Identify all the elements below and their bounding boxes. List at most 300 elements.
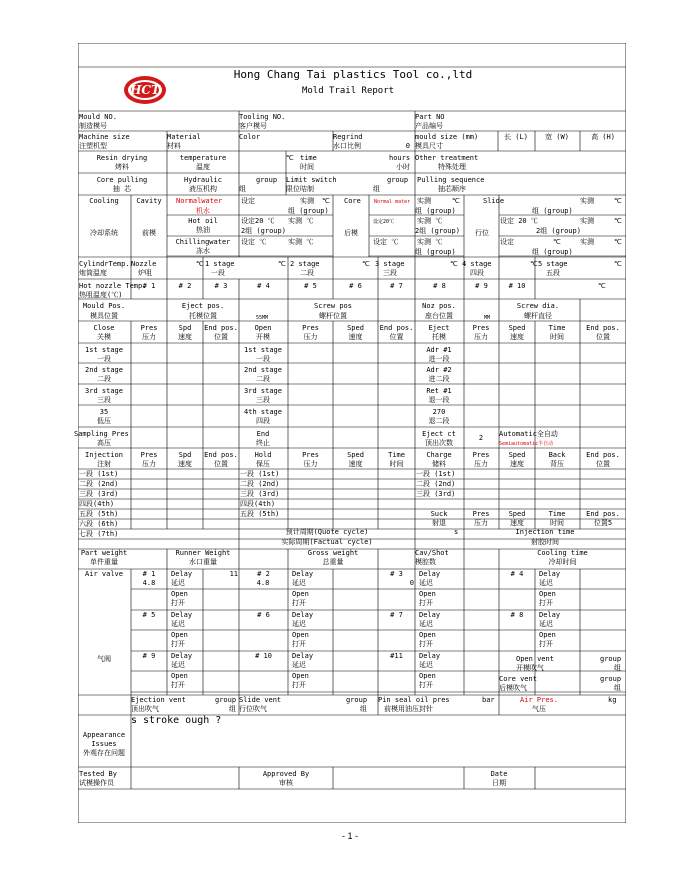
eject-ct-label: Eject ct [422,430,456,438]
core-pulling-label-cn: 抽 芯 [112,185,132,193]
slide-deg-2: ℃ [614,217,622,225]
hydraulic-group-label: group [256,176,278,184]
gross-weight-label: Gross weight [307,549,359,557]
nozzle-label: Nozzle [131,260,157,268]
machine-size-label: Machine size [79,133,130,141]
close-pres-header: Pres [140,324,158,332]
pin-seal-label-cn: 前模用油压封针 [384,705,433,713]
suck-sped: Sped [508,510,526,518]
air-valve-n10-open: Open [292,672,309,680]
charge-pres-header: Pres [472,451,490,459]
stage2-label: 2 stage [290,260,320,268]
automatic-label: Automatic全自动 [499,430,558,438]
air-pres-unit: kg [608,696,617,704]
date-label-cn: 日期 [492,779,506,787]
hot-nozzle-7: # 7 [390,282,403,290]
resin-drying-label-cn: 烤料 [115,163,129,171]
ejection-vent-group: group [215,696,237,704]
other-treatment-label-cn: 特殊处理 [438,163,466,171]
slide-group-2: 2组 (group) [536,227,581,235]
sampling-pres-label-cn: 高压 [97,439,111,447]
injection-stage-6: 六段 (6th) [79,520,119,528]
stage4-label-cn: 四段 [470,269,484,277]
normal-water-label-cn: 机水 [196,207,210,215]
hct-logo [122,71,168,109]
limit-switch-label-cn: 限位咭制 [286,185,314,193]
suck-endpos-cn: 位置5 [593,519,613,527]
slide-measured-label: 实测 [580,197,594,205]
slide-set-3: 设定 [500,238,514,246]
stage3-label-cn: 三段 [383,269,397,277]
inj-pres-header-cn: 压力 [142,460,156,468]
hydraulic-group-label-cn: 组 [239,185,246,193]
ejection-vent-label: Ejection vent [131,696,186,704]
charge-back-header: Back [548,451,566,459]
other-treatment-label: Other treatment [415,154,479,162]
air-valve-n2-open-cn: 打开 [292,599,306,607]
air-valve-label-cn: 气阀 [97,655,111,663]
hold-stage-3: 三段 (3rd) [240,490,280,498]
length-label: 长 (L) [504,133,528,141]
air-valve-n7-open-cn: 打开 [419,640,433,648]
open-sped-header-cn: 速度 [348,333,363,341]
eject-ct-value: 2 [478,434,484,442]
screw-pos-label-cn: 螺杆位置 [319,312,347,320]
open-pres-header-cn: 压力 [303,333,318,341]
core-group-2: 2组 (group) [415,227,460,235]
open-header: Open [254,324,272,332]
temperature-label: temperature [179,154,227,162]
hot-nozzle-10: # 10 [508,282,526,290]
cavity-group-label: 组 (group) [288,207,329,215]
air-valve-n9-open: Open [171,672,188,680]
charge-stage-3: 三段 (3rd) [416,490,456,498]
svg-text:HCT: HCT [130,83,160,97]
air-valve-n2-open: Open [292,590,309,598]
air-valve-n6-delay-cn: 延迟 [292,620,306,628]
pulling-sequence-label-cn: 抽芯顺序 [438,185,466,193]
suck-time: Time [548,510,566,518]
open-stage1-cn: 一段 [256,355,270,363]
hold-pres-header-cn: 压力 [303,460,318,468]
open-sped-header: Sped [347,324,364,332]
stage4-label: 4 stage [462,260,492,268]
air-valve-n8-open: Open [539,631,556,639]
air-valve-n5-open-cn: 打开 [171,640,185,648]
air-valve-n1-delay-cn: 延迟 [171,579,185,587]
hot-oil-label-cn: 热油 [196,226,210,234]
injection-label-cn: 注射 [97,460,111,468]
part-weight-label-cn: 单件重量 [90,558,118,566]
eject-sped-header-cn: 速度 [510,333,524,341]
air-valve-n10-delay-cn: 延迟 [292,661,306,669]
air-valve-n4-delay: Delay [539,570,561,578]
page-number: - 1 - [341,831,358,841]
air-valve-n10-open-cn: 打开 [292,681,306,689]
runner-weight-label-cn: 水口重量 [189,558,217,566]
eject-adr2: Adr #2 [426,366,452,374]
hot-nozzle-2: # 2 [178,282,192,290]
hold-stage-5: 五段 (5th) [240,510,280,518]
open-stage2: 2nd stage [244,366,282,374]
inj-spd-header: Spd [178,451,192,459]
temperature-unit: ℃ [286,154,294,162]
suck-pres-cn: 压力 [474,519,488,527]
normal-mater-label: Normal mater [374,199,411,205]
air-valve-n3-delay: Delay [419,570,441,578]
stage4-deg: ℃ [530,260,538,268]
air-valve-n10-delay: Delay [292,652,314,660]
end-label: End [256,430,270,438]
hot-oil-label: Hot oil [188,217,218,225]
eject-adr2-cn: 进二段 [428,375,450,383]
slide-measured-3: 实测 [580,238,594,246]
hold-stage-4: 四段(4th) [240,500,276,508]
air-v2-extra: 0 [409,579,414,587]
hours-label: hours [389,154,411,162]
nozzle-deg: ℃ [196,260,204,268]
open-stage1: 1st stage [244,346,282,354]
injection-label: Injection [85,451,123,459]
cooling-label: Cooling [89,197,119,205]
close-stage2-cn: 二段 [97,375,111,383]
air-valve-n10-number: # 10 [255,652,272,660]
core-group-label: 组 (group) [415,207,456,215]
part-weight-label: Part weight [80,549,128,557]
suck-label: Suck [430,510,448,518]
air-valve-n4-number: # 4 [510,570,524,578]
open-stage3-cn: 三段 [256,396,270,404]
air-valve-n8-delay-cn: 延迟 [539,620,553,628]
cavity-measured-3: 实测 ℃ [288,238,314,246]
mould-size-label: mould size (mm) [415,133,479,141]
report-title: Mold Trail Report [301,86,395,96]
open-header-cn: 开模 [256,333,270,341]
eject-ret1-cn: 退一段 [428,396,450,404]
air-pres-label: Air Pres. [520,696,558,704]
hold-header-cn: 保压 [256,460,270,468]
screw-dia-label: Screw dia. [516,302,560,310]
cavity-setting-label: 设定 [241,197,255,205]
appearance-issues-label: Issues [91,740,117,748]
air-valve-label: Air valve [85,570,123,578]
slide-label: Slide [483,197,505,205]
charge-pres-header-cn: 压力 [474,460,488,468]
air-valve-n3-open: Open [419,590,436,598]
air-valve-n9-number: # 9 [142,652,156,660]
hot-nozzle-8: # 8 [433,282,446,290]
regrind-label: Regrind [333,133,363,141]
cavity-deg: ℃ [322,197,330,205]
close-spd-header: Spd [178,324,192,332]
close-endpos-header: End pos. [204,324,238,332]
air-valve-n11-delay: Delay [419,652,441,660]
cavity-label: Cavity [136,197,162,205]
close-stage2: 2nd stage [85,366,123,374]
inj-spd-header-cn: 速度 [178,460,192,468]
eject-pres-header-cn: 压力 [474,333,488,341]
slide-set-3-deg: ℃ [553,238,561,246]
eject-endpos-header-cn: 位置 [596,333,610,341]
factual-cycle-label: 实际周期(Factual cycle) [281,538,373,546]
material-label: Material [167,133,201,141]
slide-group-3: 组 (group) [532,248,573,256]
eject-pos-label: Eject pos. [181,302,225,310]
screw-dia-label-cn: 螺杆直径 [524,312,552,320]
charge-sped-header: Sped [508,451,526,459]
cooling-time-label: Cooling time [537,549,588,557]
eject-ret1: Ret #1 [426,387,452,395]
air-valve-n1-open-cn: 打开 [171,599,185,607]
core-vent-group: group [600,675,622,683]
air-valve-n7-delay: Delay [419,611,441,619]
appearance-label-cn: 外观存在问题 [83,749,125,757]
charge-endpos-header-cn: 位置 [596,460,610,468]
eject-pos-label-cn: 托模位置 [189,312,217,320]
air-valve-n7-open: Open [419,631,436,639]
stage3-deg: ℃ [450,260,458,268]
air-v1-extra: 11 [229,570,238,578]
core-label: Core [344,197,361,205]
mould-pos-label: Mould Pos. [82,302,126,310]
cylinder-temp-label: CylindrTemp. [79,260,130,268]
charge-sped-header-cn: 速度 [510,460,524,468]
tested-by-label: Tested By [79,770,117,778]
pin-seal-unit: bar [482,696,495,704]
hot-nozzle-label-cn: 热咀温度(℃) [79,291,123,299]
stage5-label: 5 stage [538,260,568,268]
cavity-set-3: 设定 ℃ [241,238,267,246]
close-stage3: 3rd stage [85,387,123,395]
screw-pos-value: 55MM [256,315,269,321]
charge-endpos-header: End pos. [586,451,620,459]
stage1-label: 1 stage [205,260,235,268]
core-set-3: 设定 ℃ [373,238,399,246]
quote-cycle-unit: s [454,528,459,536]
air-valve-n11-number: #11 [390,652,403,660]
hydraulic-label-cn: 液压机构 [189,185,217,193]
close-low-label-cn: 低压 [97,417,111,425]
air-valve-n2-delay-cn: 延迟 [292,579,306,587]
noz-pos-label-cn: 座台位置 [425,312,453,320]
injection-time-label-cn: 射胶时间 [531,538,559,546]
machine-size-label-cn: 注塑机型 [79,142,107,150]
cooling-time-label-cn: 冷却时间 [548,558,577,566]
stage5-deg: ℃ [614,260,622,268]
hold-pres-header: Pres [302,451,319,459]
company-name: Hong Chang Tai plastics Tool co.,ltd [233,68,473,81]
air-valve-n2-number: # 2 [257,570,270,578]
core-vent-label-cn: 后模吹气 [499,684,527,692]
regrind-value: 0 [405,142,410,150]
hot-nozzle-5: # 5 [304,282,317,290]
inj-endpos-header: End pos. [204,451,238,459]
air-valve-n6-open-cn: 打开 [292,640,306,648]
air-valve-n9-open-cn: 打开 [171,681,185,689]
appearance-note: s stroke ough ? [131,715,222,726]
air-v2-value: 4.8 [256,579,270,587]
eject-sped-header: Sped [508,324,526,332]
open-endpos-header: End pos. [379,324,414,332]
width-label: 宽 (W) [545,133,569,141]
hydraulic-label: Hydraulic [184,176,222,184]
air-valve-n4-open-cn: 打开 [539,599,553,607]
resin-drying-label: Resin drying [96,154,148,162]
eject-ct-label-cn: 顶出次数 [425,439,453,447]
suck-pres: Pres [472,510,490,518]
air-valve-n5-delay: Delay [171,611,193,619]
pin-seal-label: Pin seal oil pres [378,696,450,704]
close-stage1-cn: 一段 [97,355,111,363]
air-valve-n5-delay-cn: 延迟 [171,620,185,628]
slide-set-20: 设定 20 ℃ [500,217,538,225]
slide-deg: ℃ [614,197,622,205]
eject-header-cn: 托模 [432,333,446,341]
screw-pos-label: Screw pos [314,302,352,310]
eject-pres-header: Pres [472,324,490,332]
air-valve-n2-delay: Delay [292,570,314,578]
air-valve-n4-delay-cn: 延迟 [539,579,553,587]
eject-adr1: Adr #1 [426,346,452,354]
open-endpos-header-cn: 位置 [389,333,404,341]
suck-label-cn: 射退 [432,519,446,527]
air-valve-n9-delay-cn: 延迟 [171,661,185,669]
ejection-vent-group-cn: 组 [229,705,236,713]
air-v1-value: 4.8 [142,579,156,587]
air-valve-n8-delay: Delay [539,611,561,619]
slide-measured-2: 实测 [580,217,594,225]
air-valve-n11-open: Open [419,672,436,680]
air-valve-n1-number: # 1 [142,570,156,578]
air-pres-label-cn: 气压 [532,705,546,713]
stage2-deg: ℃ [362,260,370,268]
appearance-label: Appearance [82,731,126,739]
hold-time-header: Time [388,451,405,459]
core-set-20: 设定20℃ [373,219,395,225]
core-pulling-label: Core pulling [96,176,148,184]
part-no-label: Part NO [415,113,445,121]
air-valve-n6-open: Open [292,631,309,639]
material-label-cn: 材料 [167,142,181,150]
open-vent-group: group [600,655,622,663]
cav-shot-label: Cav/Shot [415,549,449,557]
injection-stage-4: 四段(4th) [79,500,115,508]
tested-by-label-cn: 试模操作员 [79,779,114,787]
eject-endpos-header: End pos. [586,324,620,332]
open-stage3: 3rd stage [244,387,282,395]
open-vent-label-cn: 开模吹气 [516,664,544,672]
end-label-cn: 终止 [256,439,270,447]
time-label-cn: 时间 [300,163,314,171]
stage1-deg: ℃ [278,260,286,268]
air-valve-n1-open: Open [171,590,188,598]
core-measured-label: 实测 [417,197,431,205]
cavity-label-cn: 前模 [142,229,156,237]
air-valve-n6-delay: Delay [292,611,314,619]
core-group-3: 组 (group) [415,248,456,256]
mould-no-label: Mould NO. [79,113,117,121]
stage1-label-cn: 一段 [211,269,225,277]
eject-time-header-cn: 时间 [550,333,564,341]
hot-nozzle-deg: ℃ [598,282,606,290]
close-pres-header-cn: 压力 [142,333,156,341]
core-deg: ℃ [452,197,460,205]
eject-ret2-cn: 退二段 [428,417,450,425]
hold-stage-2: 二段 (2nd) [240,480,280,488]
injection-stage-7: 七段 (7th) [79,530,119,538]
hot-nozzle-6: # 6 [349,282,362,290]
slide-vent-group-cn: 组 [360,705,367,713]
injection-stage-3: 三段 (3rd) [79,490,119,498]
core-measured-2: 实测 ℃ [417,217,443,225]
pulling-sequence-label: Pulling sequence [417,176,485,184]
eject-time-header: Time [548,324,566,332]
open-stage4-cn: 四段 [256,417,270,425]
cylinder-temp-label-cn: 炮筒温度 [79,269,107,277]
air-valve-n6-number: # 6 [257,611,270,619]
close-header-cn: 关模 [97,333,111,341]
air-valve-n9-delay: Delay [171,652,193,660]
hot-nozzle-label: Hot nozzle Temp. [79,282,147,290]
hold-sped-header: Sped [347,451,364,459]
open-stage4: 4th stage [244,408,282,416]
air-valve-n7-number: # 7 [390,611,403,619]
approved-by-label-cn: 审核 [279,779,293,787]
cavity-set-20: 设定20 ℃ [241,217,275,225]
charge-stage-2: 二段 (2nd) [416,480,456,488]
air-valve-n7-delay-cn: 延迟 [419,620,433,628]
air-valve-n4-open: Open [539,590,556,598]
air-valve-n3-delay-cn: 延迟 [419,579,433,587]
close-stage3-cn: 三段 [97,396,111,404]
open-pres-header: Pres [302,324,319,332]
air-valve-n1-delay: Delay [171,570,193,578]
open-vent-group-cn: 组 [614,664,621,672]
mould-no-label-cn: 制造模号 [79,122,107,130]
normal-water-label: Normalwater [176,197,223,205]
cavity-group-2: 2组 (group) [241,227,286,235]
air-valve-n5-open: Open [171,631,188,639]
limit-switch-label: Limit switch [286,176,337,184]
time-label: time [300,154,317,162]
core-measured-3: 实测 ℃ [417,238,443,246]
limit-group-label-cn: 组 [373,185,380,193]
limit-group-label: group [387,176,409,184]
close-header: Close [93,324,115,332]
close-endpos-header-cn: 位置 [214,333,228,341]
mould-size-label-cn: 模具尺寸 [415,142,443,150]
air-valve-n11-delay-cn: 延迟 [419,661,433,669]
mould-pos-label-cn: 模具位置 [90,312,118,320]
air-valve-n3-open-cn: 打开 [419,599,433,607]
charge-back-header-cn: 背压 [550,460,564,468]
close-stage1: 1st stage [85,346,123,354]
injection-stage-1: 一段 (1st) [79,470,119,478]
tooling-no-label: Tooling NO. [239,113,286,121]
air-valve-n11-open-cn: 打开 [419,681,433,689]
chilling-water-label: Chillingwater [175,238,231,246]
hold-header: Hold [254,451,272,459]
hours-label-cn: 小时 [396,163,410,171]
eject-ret2-value: 270 [432,408,446,416]
cooling-label-cn: 冷却系统 [90,229,118,237]
nozzle-label-cn: 炉咀 [138,269,152,277]
stage3-label: 3 stage [375,260,405,268]
eject-adr1-cn: 进一段 [428,355,450,363]
sampling-pres-label: Sampling Pres [74,430,129,438]
hot-nozzle-9: # 9 [475,282,488,290]
slide-label-cn: 行位 [475,229,489,237]
